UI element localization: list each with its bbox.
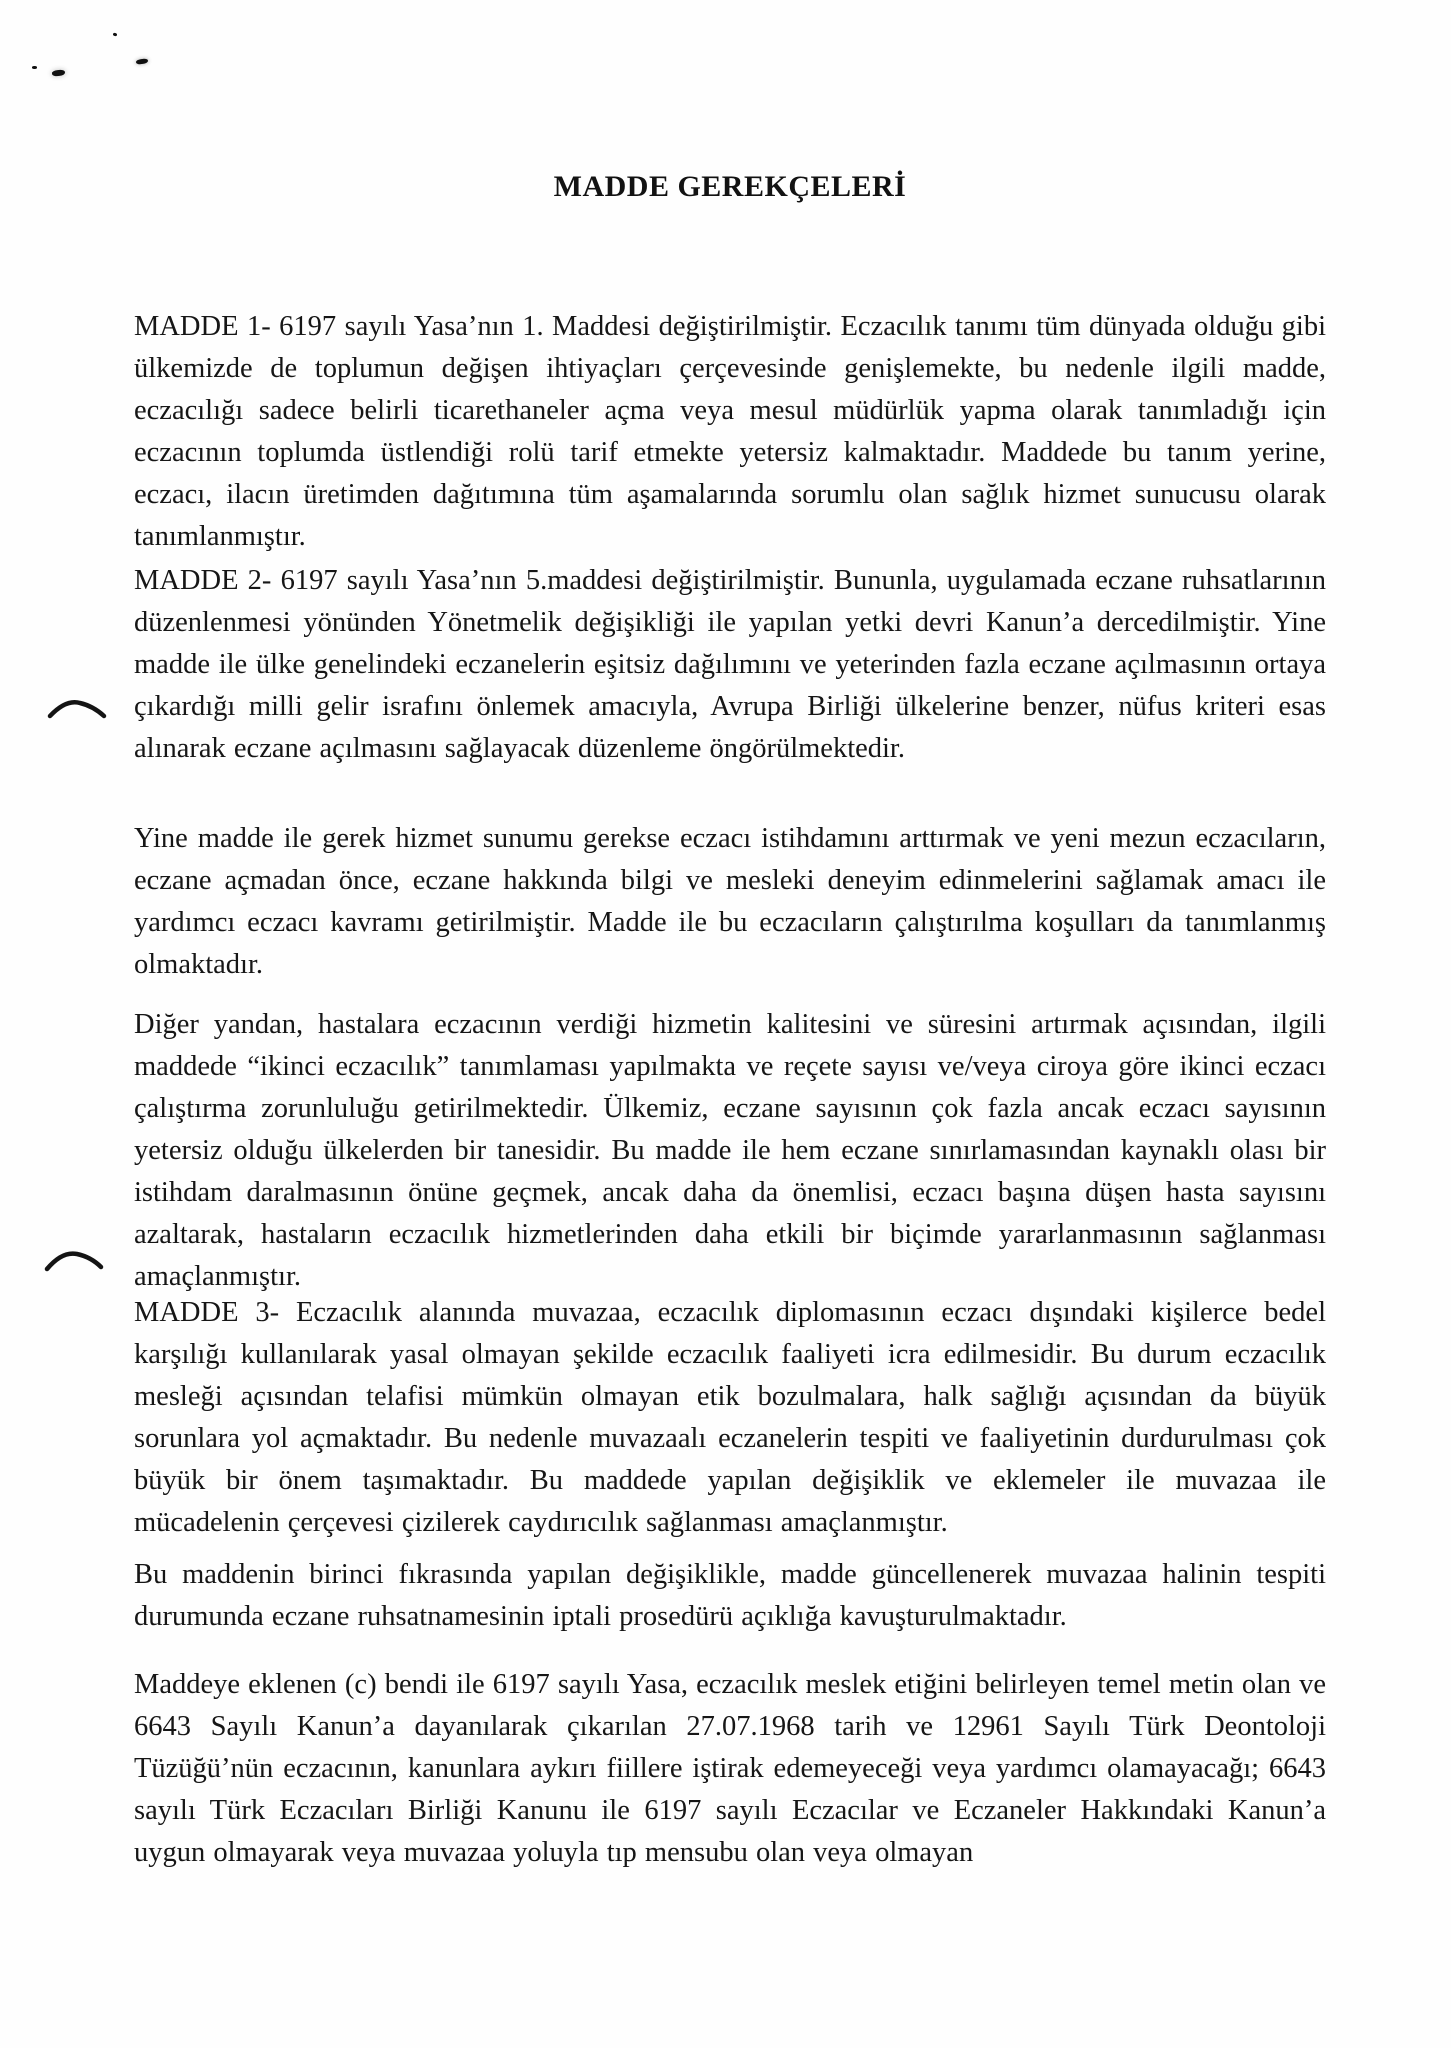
paragraph-madde-2: MADDE 2- 6197 sayılı Yasa’nın 5.maddesi değiştirilmiştir. Bununla, uygulamada eczane ruhsatlarının düzenlenmesi yönünden Yönetmelik değişikliği ile yapılan yetki devri Kanun’a dercedilmiştir. Yine madde ile ülke genelindeki eczanelerin eşitsiz dağılımını ve yeterinden fazla eczane açılmasının ortaya çıkardığı milli gelir israfını önlemek amacıyla, Avrupa Birliği ülkelerine benzer, nüfus kriteri esas alınarak eczane açılmasını sağlayacak düzenleme öngörülmektedir. xyxy=(134,565,1326,764)
ink-speck-icon xyxy=(136,58,149,65)
ink-speck-icon xyxy=(113,32,118,36)
paragraph-madde-3-first-fikra: Bu maddenin birinci fıkrasında yapılan değişiklikle, madde güncellenerek muvazaa halinin tespiti durumunda eczane ruhsatnamesinin iptali prosedürü açıklığa kavuşturulmaktadır. xyxy=(134,1559,1326,1632)
ink-speck-icon xyxy=(52,69,66,76)
paragraph-madde-3-c-bendi: Maddeye eklenen (c) bendi ile 6197 sayılı Yasa, eczacılık meslek etiğini belirleyen temel metin olan ve 6643 Sayılı Kanun’a dayanılarak çıkarılan 27.07.1968 tarih ve 12961 Sayılı Türk Deontoloji Tüzüğü’nün eczacının, kanunlara aykırı fiillere iştirak edemeyeceği veya yardımcı olamayacağı; 6643 sayılı Türk Eczacıları Birliği Kanunu ile 6197 sayılı Eczacılar ve Eczaneler Hakkındaki Kanun’a uygun olmayarak veya muvazaa yoluyla tıp mensubu olan veya olmayan xyxy=(134,1669,1326,1868)
paragraph-ikinci-eczacilik: Diğer yandan, hastalara eczacının verdiği hizmetin kalitesini ve süresini artırmak açısından, ilgili maddede “ikinci eczacılık” tanımlaması yapılmakta ve reçete sayısı ve/veya ciroya göre ikinci eczacı çalıştırma zorunluluğu getirilmektedir. Ülkemiz, eczane sayısının çok fazla ancak eczacı sayısının yetersiz olduğu ülkelerden bir tanesidir. Bu madde ile hem eczane sınırlamasından kaynaklı olası bir istihdam daralmasının önüne geçmek, ancak daha da önemlisi, eczacı başına düşen hasta sayısını azaltarak, hastaların eczacılık hizmetlerinden daha etkili bir biçimde yararlanmasının sağlanması amaçlanmıştır. xyxy=(134,1009,1326,1292)
handwritten-curve-mark-icon xyxy=(46,696,108,722)
handwritten-curve-mark-icon xyxy=(43,1248,105,1274)
paragraph-madde-1: MADDE 1- 6197 sayılı Yasa’nın 1. Maddesi değiştirilmiştir. Eczacılık tanımı tüm dünyada olduğu gibi ülkemizde de toplumun değişen ihtiyaçları çerçevesinde genişlemekte, bu nedenle ilgili madde, eczacılığı sadece belirli ticarethaneler açma veya mesul müdürlük yapma olarak tanımladığı için eczacının toplumda üstlendiği rolü tarif etmekte yetersiz kalmaktadır. Maddede bu tanım yerine, eczacı, ilacın üretimden dağıtımına tüm aşamalarında sorumlu olan sağlık hizmet sunucusu olarak tanımlanmıştır. xyxy=(134,311,1326,552)
ink-speck-icon xyxy=(32,66,37,69)
paragraph-madde-3: MADDE 3- Eczacılık alanında muvazaa, eczacılık diplomasının eczacı dışındaki kişilerce bedel karşılığı kullanılarak yasal olmayan şekilde eczacılık faaliyeti icra edilmesidir. Bu durum eczacılık mesleği açısından telafisi mümkün olmayan etik bozulmalara, halk sağlığı açısından da büyük sorunlara yol açmaktadır. Bu nedenle muvazaalı eczanelerin tespiti ve faaliyetinin durdurulması çok büyük bir önem taşımaktadır. Bu maddede yapılan değişiklik ve eklemeler ile muvazaa ile mücadelenin çerçevesi çizilerek caydırıcılık sağlanması amaçlanmıştır. xyxy=(134,1297,1326,1538)
paragraph-madde-2-continued: Yine madde ile gerek hizmet sunumu gerekse eczacı istihdamını arttırmak ve yeni mezun eczacıların, eczane açmadan önce, eczane hakkında bilgi ve mesleki deneyim edinmelerini sağlamak amacı ile yardımcı eczacı kavramı getirilmiştir. Madde ile bu eczacıların çalıştırılma koşulları da tanımlanmış olmaktadır. xyxy=(134,823,1326,980)
page-title: MADDE GEREKÇELERİ xyxy=(553,170,907,203)
